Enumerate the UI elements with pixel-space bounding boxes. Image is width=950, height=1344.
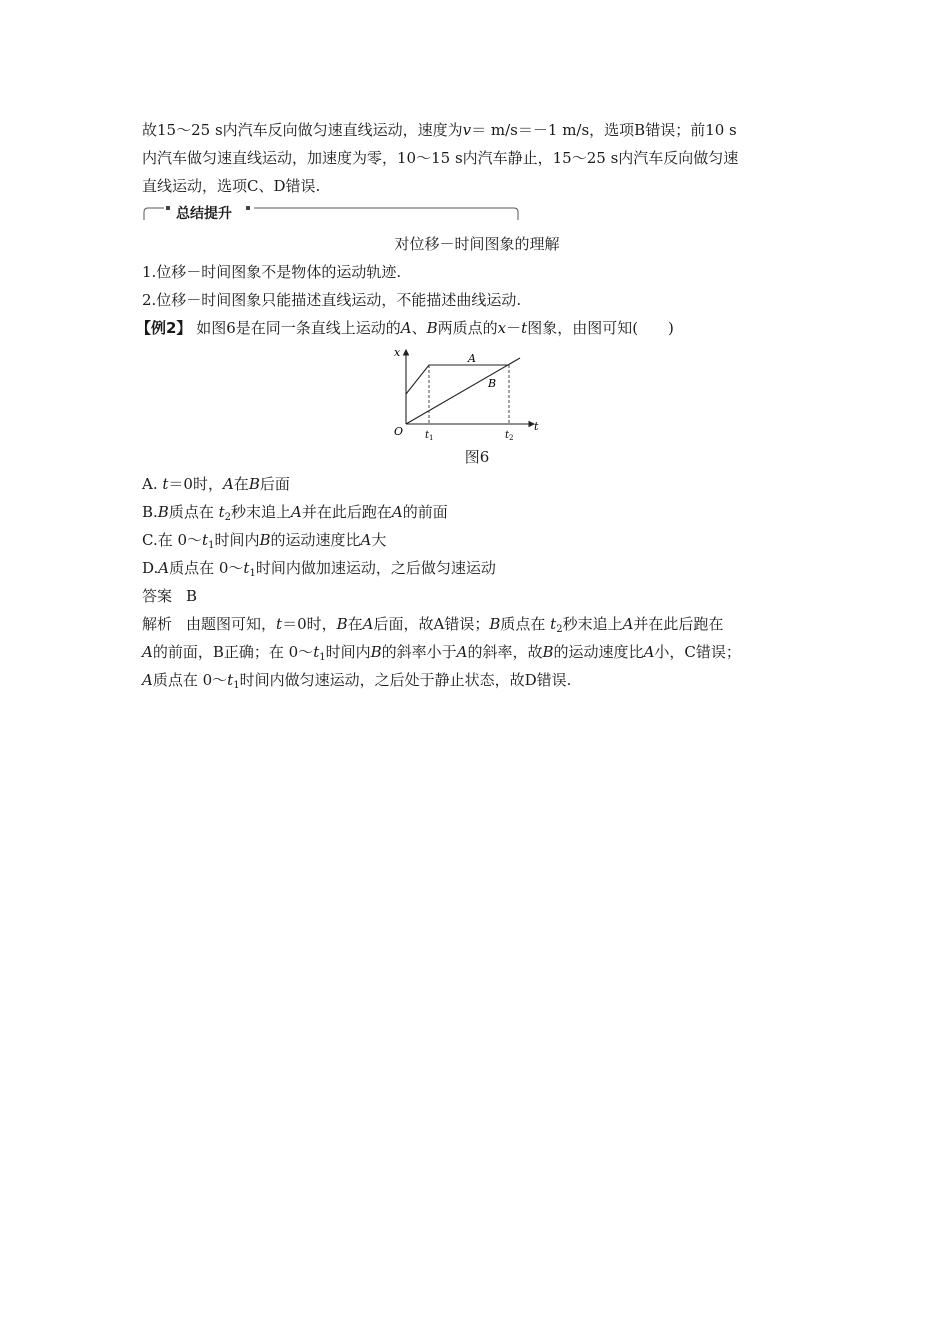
summary-banner <box>142 200 812 230</box>
analysis-line-3: A质点在 $0\sim t_1$时间内做匀速运动，之后处于静止状态，故D错误. <box>142 671 572 691</box>
summary-heading: 对位移－时间图象的理解 <box>394 235 560 253</box>
option-c: C.在 $0\sim t_1$时间内B的运动速度比A大 <box>142 531 387 551</box>
analysis-label: 解析 <box>142 615 173 633</box>
example-question: 【例2】 如图6是在同一条直线上运动的A、B两质点的x－t图象，由图可知( ) <box>136 319 674 337</box>
figure-6 <box>142 344 812 444</box>
option-b: B.B质点在 $t_2$秒末追上A并在此后跑在A的前面 <box>142 503 448 523</box>
answer-value: B <box>186 587 198 605</box>
t1-label: $t_1$ <box>425 430 434 442</box>
xt-graph <box>384 344 544 444</box>
x-axis-label: x <box>394 346 401 359</box>
intro-line-3: 直线运动，选项C、D错误. <box>142 177 321 195</box>
origin-label: O <box>394 425 404 438</box>
answer <box>142 582 812 610</box>
summary-point-1: 1.位移－时间图象不是物体的运动轨迹. <box>142 263 402 281</box>
t-axis-label: t <box>534 420 539 433</box>
curve-A-label: A <box>468 352 476 365</box>
option-d: D.A质点在 $0\sim t_1$时间内做加速运动，之后做匀速运动 <box>142 559 496 579</box>
intro-line-2: 内汽车做匀速直线运动，加速度为零，10～15 s内汽车静止，15～25 s内汽车反向做匀速 <box>142 149 739 167</box>
answer-label: 答案 <box>142 587 173 605</box>
figure-caption: 图6 <box>464 448 490 466</box>
analysis-line-2: A的前面，B正确；在 $0\sim t_1$时间内B的斜率小于A的斜率，故B的运动速度比A小，C错误； <box>142 643 741 663</box>
line-B <box>406 358 520 424</box>
summary-point-2: 2.位移－时间图象只能描述直线运动，不能描述曲线运动. <box>142 291 522 309</box>
summary-banner-title: 总结提升 <box>172 203 236 223</box>
option-a: A. t＝0时，A在B后面 <box>142 475 290 493</box>
curve-B-label: B <box>488 377 497 390</box>
example-tag: 【例2】 <box>136 319 192 337</box>
intro-line-1: 故15～25 s内汽车反向做匀速直线运动，速度为v＝ m/s＝－1 m/s，选项B错误；前10 s <box>142 121 737 139</box>
t2-label: $t_2$ <box>505 430 514 442</box>
analysis-line-1: 解析 由题图可知，t＝0时，B在A后面，故A错误；B质点在 $t_2$秒末追上A并在此后跑在 <box>142 615 724 635</box>
document-page <box>136 116 812 694</box>
